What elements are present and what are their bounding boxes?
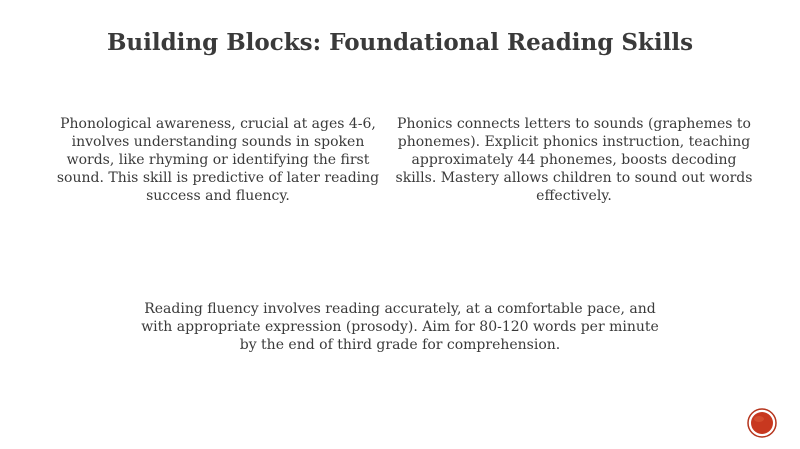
- reading-fluency-text: Reading fluency involves reading accurately, at a comfortable pace, and with appropriate expression (prosody). Aim for 80-120 words per minute by the end of third grade for comprehension.: [141, 301, 659, 353]
- phonological-awareness-text: Phonological awareness, crucial at ages 4-6, involves understanding sounds in spoken words, like rhyming or identifying the first sound. This skill is predictive of later reading success and fluency.: [56, 116, 380, 204]
- slide-title: Building Blocks: Foundational Reading Skills: [106, 29, 694, 56]
- slide-nav-button[interactable]: [747, 408, 777, 438]
- circle-nav-icon: [747, 408, 777, 438]
- phonics-text: Phonics connects letters to sounds (graphemes to phonemes). Explicit phonics instruction, teaching approximately 44 phonemes, boosts decoding skills. Mastery allows children to sound out words effectively.: [395, 116, 753, 204]
